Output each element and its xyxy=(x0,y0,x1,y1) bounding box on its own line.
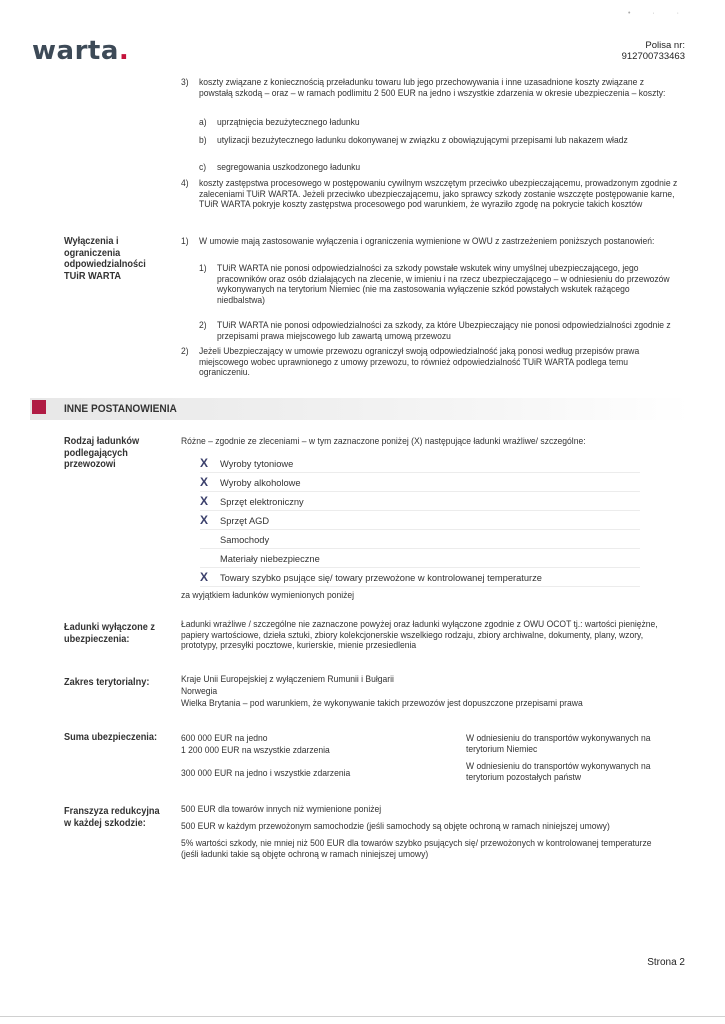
cargo-item-label: Towary szybko psujące się/ towary przewożone w kontrolowanej temperaturze xyxy=(220,573,542,583)
cargo-item-label: Samochody xyxy=(220,535,270,545)
excluded-cargo-label: Ładunki wyłączone z ubezpieczenia: xyxy=(64,622,156,645)
policy-label: Polisa nr: xyxy=(645,40,685,51)
sum-row1-a: 600 000 EUR na jedno xyxy=(181,733,268,743)
deductible-line3: 5% wartości szkody, nie mniej niż 500 EUR dla towarów szybko psujących się/ przewożonych w kontrolowanej temperaturze (jeśli ładunki takie są objęte ochroną w ramach niniejszej umowy) xyxy=(181,838,652,859)
territory-line1: Kraje Unii Europejskiej z wyłączeniem Rumunii i Bułgarii xyxy=(181,674,394,684)
section-marker xyxy=(32,400,46,414)
cargo-item-label: Materiały niebezpieczne xyxy=(220,554,320,564)
cargo-item-label: Wyroby alkoholowe xyxy=(220,478,301,488)
list-item xyxy=(200,530,640,549)
sum-insured-label: Suma ubezpieczenia: xyxy=(64,732,158,743)
checked-mark: X xyxy=(200,456,209,470)
warta-logo: warta. xyxy=(32,36,130,66)
list-item xyxy=(200,473,640,492)
exclusions-item2-num: 2) xyxy=(181,346,189,356)
checked-mark: X xyxy=(200,513,209,527)
exclusions-sub1-text: TUiR WARTA nie ponosi odpowiedzialności za szkody powstałe wskutek winy umyślnej ubezpieczającego, jego pracowników oraz osób działających na zlecenie, w imieniu i na rzecz ubezpieczającego – w odniesieniu do przewozów wykonywanych na terytorium Niemiec (nie ma zastosowania wyłączenie szkód powstałych wskutek rażącego niedbalstwa) xyxy=(217,263,670,305)
cargo-types-intro: Różne – zgodnie ze zleceniami – w tym zaznaczone poniżej (X) następujące ładunki wrażliwe/ szczególne: xyxy=(181,436,586,446)
sum-row1-b: 1 200 000 EUR na wszystkie zdarzenia xyxy=(181,745,330,755)
cargo-item-label: Sprzęt elektroniczny xyxy=(220,497,304,507)
excluded-cargo-text: Ładunki wrażliwe / szczególne nie zaznaczone powyżej oraz ładunki wyłączone zgodnie z OWU OCOT tj.: wartości pieniężne, papiery wartościowe, dzieła sztuki, zbiory kolekcjonerskie wszelkiego rodzaju, zbiory archiwalne, dokumenty, plany, wzory, prototypy, przesyłki pocztowe, kurierskie, mienie przesiedlenia xyxy=(181,619,658,651)
cargo-item-label: Sprzęt AGD xyxy=(220,516,270,526)
sub-c-text: segregowania uszkodzonego ładunku xyxy=(217,162,361,172)
territory-label: Zakres terytorialny: xyxy=(64,677,150,688)
list-item xyxy=(200,549,640,568)
item3-num: 3) xyxy=(181,77,189,87)
cargo-item-label: Wyroby tytoniowe xyxy=(220,459,294,469)
item4-num: 4) xyxy=(181,178,189,188)
sum-row2-note: W odniesieniu do transportów wykonywanych na terytorium pozostałych państw xyxy=(466,761,651,782)
sum-row1-note: W odniesieniu do transportów wykonywanych na terytorium Niemiec xyxy=(466,733,651,754)
cargo-list xyxy=(200,454,640,587)
sub-a-text: uprzątnięcia bezużytecznego ładunku xyxy=(217,117,360,127)
sub-c-num: c) xyxy=(199,162,207,172)
list-item xyxy=(200,511,640,530)
item3-text: koszty związane z koniecznością przeładunku towaru lub jego przechowywania i inne uzasadnione koszty związane z powstałą szkodą – oraz – w ramach podlimitu 2 500 EUR na jedno i wszystkie zdarzenia w okresie ubezpieczenia – koszty: xyxy=(199,77,666,98)
list-item xyxy=(200,568,640,587)
footer-divider xyxy=(0,1016,725,1017)
deductible-label: Franszyza redukcyjna w każdej szkodzie: xyxy=(64,806,160,829)
checked-mark: X xyxy=(200,494,209,508)
sub-b-text: utylizacji bezużytecznego ładunku dokonywanej w związku z obowiązującymi przepisami lub nakazem władz xyxy=(217,135,628,145)
list-item xyxy=(200,454,640,473)
sub-b-num: b) xyxy=(199,135,207,145)
section-title: INNE POSTANOWIENIA xyxy=(64,403,177,415)
sum-row2: 300 000 EUR na jedno i wszystkie zdarzenia xyxy=(181,768,351,778)
policy-number-block xyxy=(622,40,685,62)
exclusions-sub2-num: 2) xyxy=(199,320,207,330)
exclusions-sub2-text: TUiR WARTA nie ponosi odpowiedzialności za szkody, za które Ubezpieczający nie ponosi odpowiedzialności zgodnie z przepisami prawa miejscowego lub zawartą umową przewozu xyxy=(217,320,671,341)
territory-line2: Norwegia xyxy=(181,686,218,696)
exclusions-item1-num: 1) xyxy=(181,236,189,246)
exclusions-item1-text: W umowie mają zastosowanie wyłączenia i ograniczenia wymienione w OWU z zastrzeżeniem poniższych postanowień: xyxy=(199,236,655,246)
exclusions-sub1-num: 1) xyxy=(199,263,207,273)
sub-a-num: a) xyxy=(199,117,207,127)
item4-text: koszty zastępstwa procesowego w postępowaniu cywilnym wszczętym przeciwko ubezpieczającemu, prowadzonym zgodnie z zaleceniami TUiR WARTA. Jeżeli przeciwko ubezpieczającemu, jako sprawcy szkody zostanie wszczęte postępowanie karne, TUiR WARTA pokryje koszty zastępstwa procesowego pod warunkiem, że wyraziło zgodę na pokrycie takich kosztów xyxy=(199,178,678,210)
checked-mark: X xyxy=(200,475,209,489)
exclusions-label: Wyłączenia i ograniczenia odpowiedzialności TUiR WARTA xyxy=(64,236,146,282)
cargo-types-label: Rodzaj ładunków podlegających przewozowi xyxy=(64,436,140,470)
scan-marks: • · · xyxy=(627,10,689,17)
list-item xyxy=(200,492,640,511)
cargo-types-footer: za wyjątkiem ładunków wymienionych poniżej xyxy=(181,590,355,600)
deductible-line1: 500 EUR dla towarów innych niż wymienione poniżej xyxy=(181,804,382,814)
exclusions-item2-text: Jeżeli Ubezpieczający w umowie przewozu ograniczył swoją odpowiedzialność jaką ponosi według przepisów prawa miejscowego wobec uprawnionego z umowy przewozu, to również odpowiedzialność TUiR WARTA podlega temu ograniczeniu. xyxy=(199,346,640,378)
policy-number: 912700733463 xyxy=(621,51,685,62)
territory-line3: Wielka Brytania – pod warunkiem, że wykonywanie takich przewozów jest dopuszczone przepisami prawa xyxy=(181,698,583,708)
checked-mark: X xyxy=(200,570,209,584)
deductible-line2: 500 EUR w każdym przewożonym samochodzie (jeśli samochody są objęte ochroną w ramach niniejszej umowy) xyxy=(181,821,610,831)
page-number: Strona 2 xyxy=(647,957,685,968)
